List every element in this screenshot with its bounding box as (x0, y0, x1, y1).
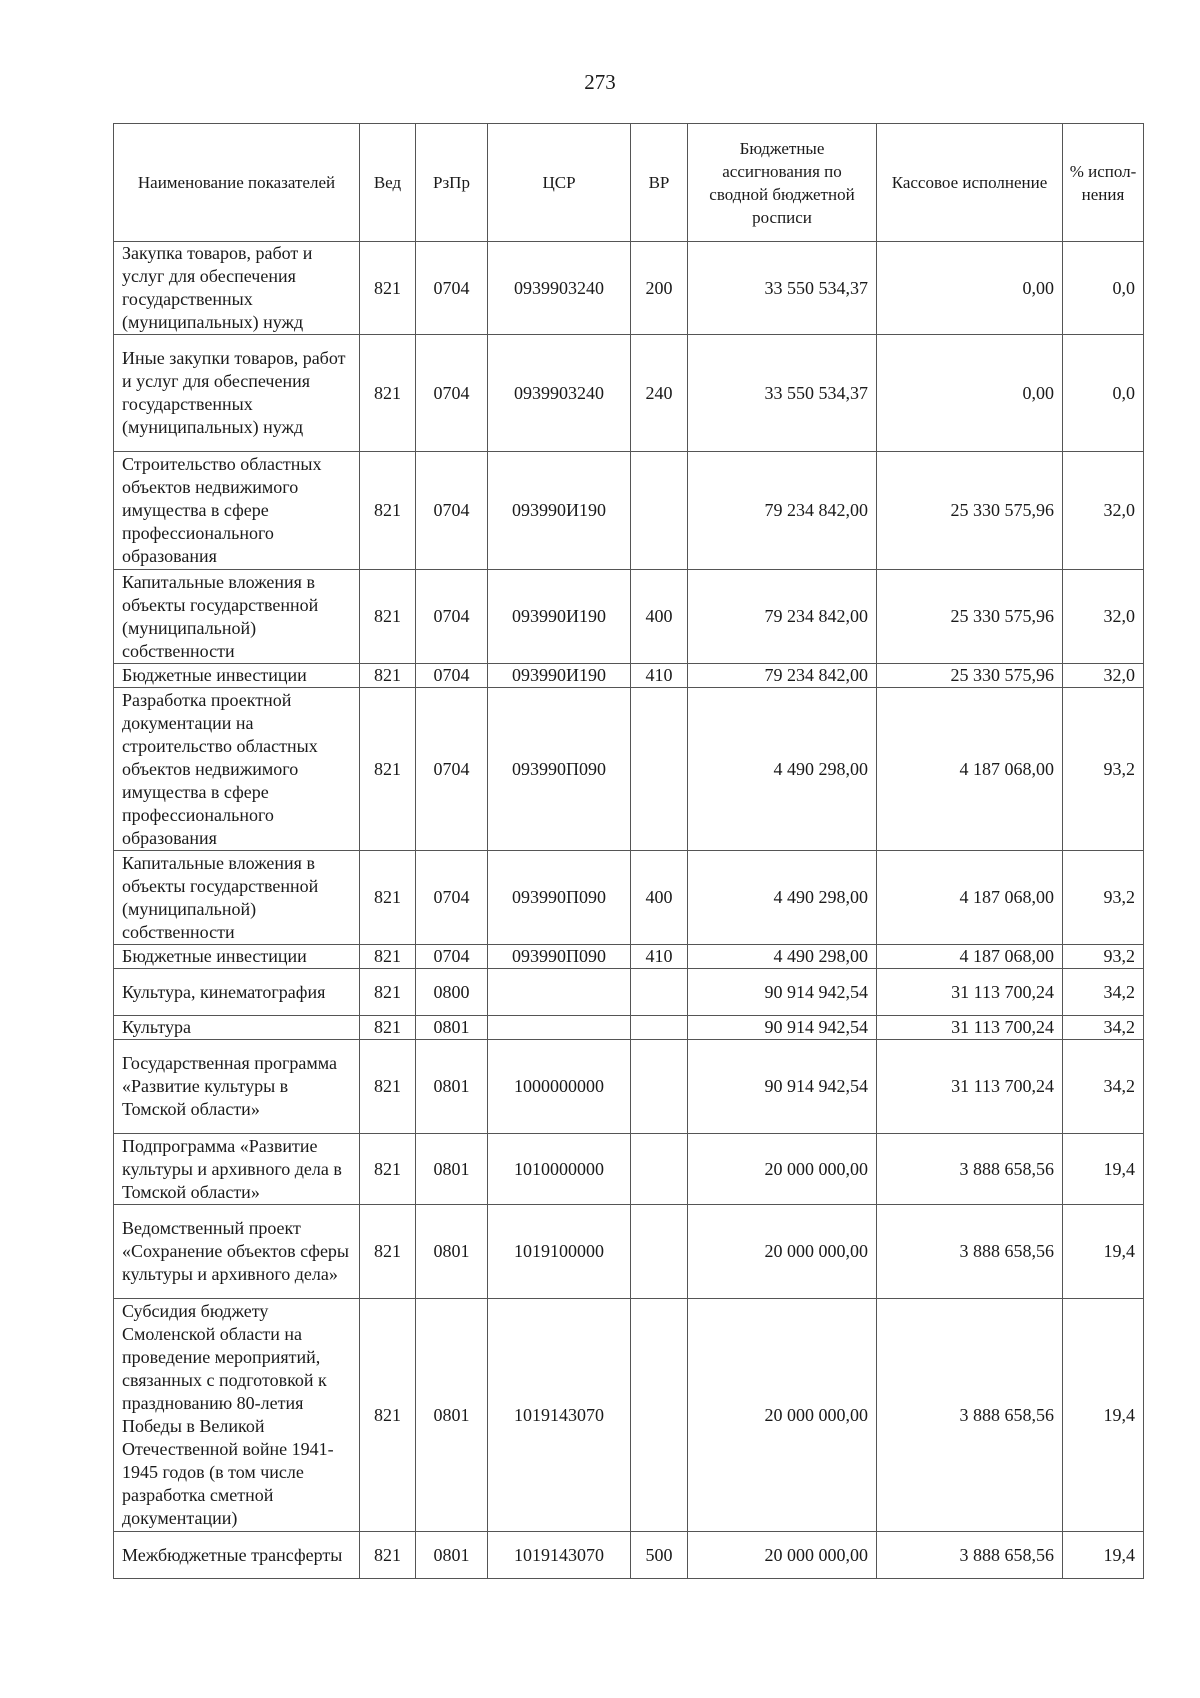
cell-assignments: 33 550 534,37 (688, 242, 877, 335)
cell-csr: 1019100000 (488, 1205, 631, 1299)
cell-ved: 821 (360, 1532, 416, 1579)
cell-percent: 19,4 (1063, 1134, 1144, 1205)
cell-rzpr: 0704 (416, 242, 488, 335)
cell-cash: 0,00 (877, 335, 1063, 452)
cell-ved: 821 (360, 452, 416, 570)
cell-percent: 32,0 (1063, 664, 1144, 688)
cell-vr: 500 (631, 1532, 688, 1579)
cell-percent: 34,2 (1063, 969, 1144, 1016)
cell-cash: 3 888 658,56 (877, 1134, 1063, 1205)
cell-ved: 821 (360, 664, 416, 688)
budget-table (113, 123, 1144, 1579)
cell-percent: 93,2 (1063, 688, 1144, 851)
cell-rzpr: 0704 (416, 945, 488, 969)
cell-assignments: 4 490 298,00 (688, 851, 877, 945)
header-name: Наименование показателей (114, 124, 360, 242)
table-row (114, 1532, 1144, 1579)
cell-percent: 32,0 (1063, 570, 1144, 664)
cell-cash: 3 888 658,56 (877, 1299, 1063, 1532)
table-header-row (114, 124, 1144, 242)
table-row (114, 242, 1144, 335)
cell-assignments: 90 914 942,54 (688, 1040, 877, 1134)
cell-rzpr: 0704 (416, 664, 488, 688)
cell-ved: 821 (360, 969, 416, 1016)
cell-name: Подпрограмма «Развитие культуры и архивного дела в Томской области» (114, 1134, 360, 1205)
table-row (114, 335, 1144, 452)
cell-percent: 34,2 (1063, 1040, 1144, 1134)
cell-percent: 0,0 (1063, 335, 1144, 452)
cell-vr: 200 (631, 242, 688, 335)
cell-percent: 19,4 (1063, 1299, 1144, 1532)
cell-csr: 093990П090 (488, 688, 631, 851)
cell-ved: 821 (360, 1205, 416, 1299)
table-row (114, 1205, 1144, 1299)
cell-cash: 31 113 700,24 (877, 969, 1063, 1016)
cell-assignments: 33 550 534,37 (688, 335, 877, 452)
cell-vr (631, 1134, 688, 1205)
cell-vr: 410 (631, 945, 688, 969)
cell-vr (631, 688, 688, 851)
cell-vr: 410 (631, 664, 688, 688)
cell-percent: 32,0 (1063, 452, 1144, 570)
cell-name: Строительство областных объектов недвижимого имущества в сфере профессионального образования (114, 452, 360, 570)
cell-vr (631, 1016, 688, 1040)
cell-name: Иные закупки товаров, работ и услуг для обеспечения государственных (муниципальных) нужд (114, 335, 360, 452)
cell-cash: 31 113 700,24 (877, 1016, 1063, 1040)
cell-csr: 093990И190 (488, 452, 631, 570)
cell-rzpr: 0704 (416, 570, 488, 664)
cell-name: Культура (114, 1016, 360, 1040)
cell-vr: 400 (631, 851, 688, 945)
cell-ved: 821 (360, 1299, 416, 1532)
cell-ved: 821 (360, 1134, 416, 1205)
cell-vr (631, 1040, 688, 1134)
cell-cash: 31 113 700,24 (877, 1040, 1063, 1134)
cell-vr (631, 969, 688, 1016)
cell-rzpr: 0801 (416, 1016, 488, 1040)
cell-vr: 400 (631, 570, 688, 664)
cell-csr: 093990П090 (488, 851, 631, 945)
cell-assignments: 4 490 298,00 (688, 688, 877, 851)
cell-rzpr: 0704 (416, 335, 488, 452)
cell-percent: 93,2 (1063, 945, 1144, 969)
cell-vr (631, 1299, 688, 1532)
header-assignments: Бюджетные ассигнования по сводной бюджетной росписи (688, 124, 877, 242)
table-row (114, 664, 1144, 688)
cell-ved: 821 (360, 851, 416, 945)
cell-name: Ведомственный проект «Сохранение объектов сферы культуры и архивного дела» (114, 1205, 360, 1299)
table-row (114, 969, 1144, 1016)
table-row (114, 1134, 1144, 1205)
cell-name: Капитальные вложения в объекты государственной (муниципальной) собственности (114, 570, 360, 664)
cell-csr: 093990П090 (488, 945, 631, 969)
cell-name: Бюджетные инвестиции (114, 664, 360, 688)
cell-ved: 821 (360, 242, 416, 335)
cell-rzpr: 0801 (416, 1040, 488, 1134)
cell-csr: 1000000000 (488, 1040, 631, 1134)
cell-name: Закупка товаров, работ и услуг для обеспечения государственных (муниципальных) нужд (114, 242, 360, 335)
cell-percent: 19,4 (1063, 1205, 1144, 1299)
cell-ved: 821 (360, 688, 416, 851)
table-row (114, 570, 1144, 664)
cell-assignments: 90 914 942,54 (688, 969, 877, 1016)
cell-vr (631, 452, 688, 570)
cell-ved: 821 (360, 335, 416, 452)
cell-csr: 093990И190 (488, 570, 631, 664)
cell-csr: 093990И190 (488, 664, 631, 688)
cell-percent: 93,2 (1063, 851, 1144, 945)
cell-rzpr: 0801 (416, 1532, 488, 1579)
cell-rzpr: 0704 (416, 851, 488, 945)
cell-ved: 821 (360, 570, 416, 664)
cell-ved: 821 (360, 945, 416, 969)
cell-rzpr: 0704 (416, 452, 488, 570)
cell-cash: 25 330 575,96 (877, 452, 1063, 570)
header-percent: % испол-нения (1063, 124, 1144, 242)
cell-name: Государственная программа «Развитие культуры в Томской области» (114, 1040, 360, 1134)
header-vr: ВР (631, 124, 688, 242)
cell-assignments: 20 000 000,00 (688, 1532, 877, 1579)
cell-percent: 34,2 (1063, 1016, 1144, 1040)
cell-name: Межбюджетные трансферты (114, 1532, 360, 1579)
cell-cash: 25 330 575,96 (877, 570, 1063, 664)
cell-csr: 1019143070 (488, 1532, 631, 1579)
cell-rzpr: 0800 (416, 969, 488, 1016)
cell-csr: 1010000000 (488, 1134, 631, 1205)
cell-csr (488, 969, 631, 1016)
cell-ved: 821 (360, 1040, 416, 1134)
cell-csr: 0939903240 (488, 242, 631, 335)
header-cash-execution: Кассовое исполнение (877, 124, 1063, 242)
table-row (114, 851, 1144, 945)
cell-rzpr: 0801 (416, 1134, 488, 1205)
cell-name: Культура, кинематография (114, 969, 360, 1016)
cell-rzpr: 0704 (416, 688, 488, 851)
cell-percent: 0,0 (1063, 242, 1144, 335)
cell-rzpr: 0801 (416, 1299, 488, 1532)
cell-csr: 1019143070 (488, 1299, 631, 1532)
cell-vr: 240 (631, 335, 688, 452)
table-row (114, 452, 1144, 570)
cell-name: Разработка проектной документации на строительство областных объектов недвижимого имущества в сфере профессионального образования (114, 688, 360, 851)
cell-name: Капитальные вложения в объекты государственной (муниципальной) собственности (114, 851, 360, 945)
header-csr: ЦСР (488, 124, 631, 242)
cell-csr (488, 1016, 631, 1040)
cell-assignments: 90 914 942,54 (688, 1016, 877, 1040)
table-row (114, 945, 1144, 969)
cell-cash: 4 187 068,00 (877, 851, 1063, 945)
cell-percent: 19,4 (1063, 1532, 1144, 1579)
table-row (114, 1016, 1144, 1040)
cell-vr (631, 1205, 688, 1299)
table-row (114, 1299, 1144, 1532)
cell-assignments: 79 234 842,00 (688, 664, 877, 688)
header-ved: Вед (360, 124, 416, 242)
table-row (114, 688, 1144, 851)
cell-assignments: 20 000 000,00 (688, 1299, 877, 1532)
cell-cash: 0,00 (877, 242, 1063, 335)
cell-assignments: 20 000 000,00 (688, 1134, 877, 1205)
cell-ved: 821 (360, 1016, 416, 1040)
cell-assignments: 79 234 842,00 (688, 452, 877, 570)
cell-name: Бюджетные инвестиции (114, 945, 360, 969)
cell-name: Субсидия бюджету Смоленской области на проведение мероприятий, связанных с подготовкой к празднованию 80-летия Победы в Великой Отечественной войне 1941-1945 годов (в том числе разработка сметной документации) (114, 1299, 360, 1532)
cell-rzpr: 0801 (416, 1205, 488, 1299)
cell-cash: 4 187 068,00 (877, 688, 1063, 851)
header-rzpr: РзПр (416, 124, 488, 242)
cell-csr: 0939903240 (488, 335, 631, 452)
table-row (114, 1040, 1144, 1134)
cell-cash: 3 888 658,56 (877, 1205, 1063, 1299)
cell-assignments: 79 234 842,00 (688, 570, 877, 664)
cell-cash: 3 888 658,56 (877, 1532, 1063, 1579)
cell-cash: 25 330 575,96 (877, 664, 1063, 688)
page-number: 273 (584, 70, 616, 94)
cell-cash: 4 187 068,00 (877, 945, 1063, 969)
cell-assignments: 4 490 298,00 (688, 945, 877, 969)
cell-assignments: 20 000 000,00 (688, 1205, 877, 1299)
